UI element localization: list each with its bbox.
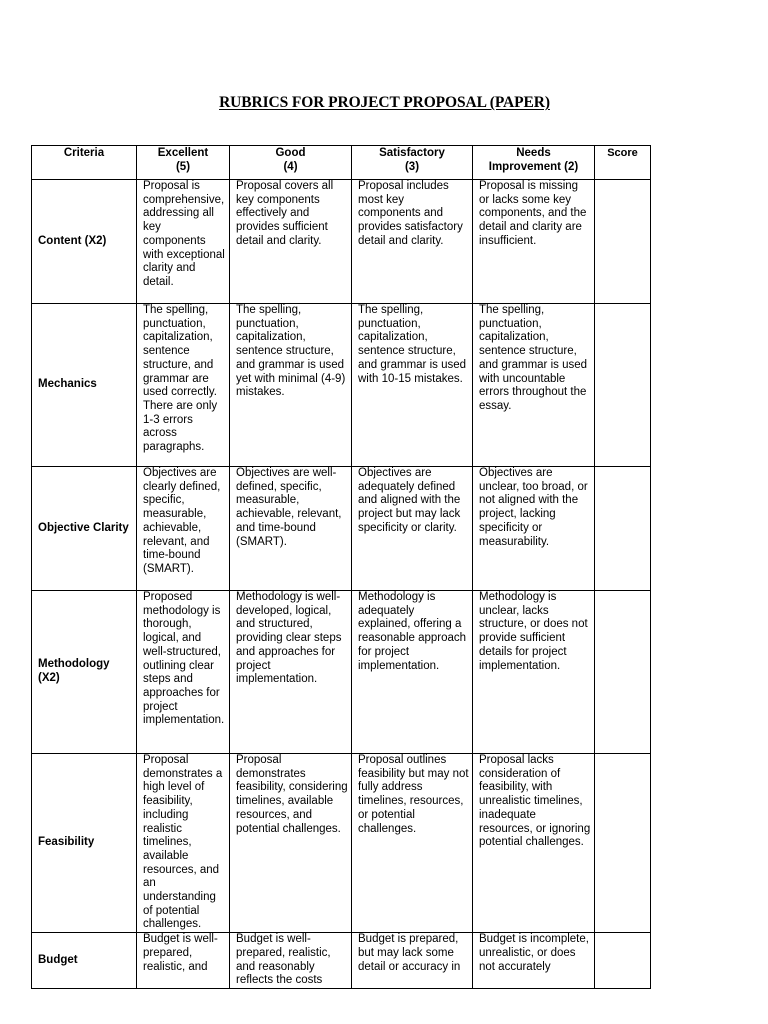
satisfactory-cell: Proposal includes most key components and provides satisfactory detail and clarity. [352,180,473,304]
table-row-methodology [32,591,651,754]
satisfactory-cell: Proposal outlines feasibility but may not fully address timelines, resources, or potential challenges. [352,754,473,933]
satisfactory-header [352,146,473,180]
excellent-header [137,146,230,180]
table-row-content [32,180,651,304]
criterion-cell: Mechanics [32,304,137,467]
score-cell [595,304,651,467]
good-cell: Budget is well-prepared, realistic, and reasonably reflects the costs [230,933,352,989]
satisfactory-header-points: (3) [404,160,420,173]
excellent-cell: The spelling, punctuation, capitalization, sentence structure, and grammar are used correctly. There are only 1-3 errors across paragraphs. [137,304,230,467]
needs-improvement-cell: Proposal is missing or lacks some key components, and the detail and clarity are insufficient. [473,180,595,304]
needs-improvement-cell: Objectives are unclear, too broad, or not aligned with the project, lacking specificity or measurability. [473,467,595,591]
excellent-cell: Budget is well-prepared, realistic, and [137,933,230,989]
satisfactory-cell: Objectives are adequately defined and aligned with the project but may lack specificity or clarity. [352,467,473,591]
good-cell: Methodology is well-developed, logical, and structured, providing clear steps and approaches for project implementation. [230,591,352,754]
score-cell [595,933,651,989]
needs-improvement-cell: Methodology is unclear, lacks structure, or does not provide sufficient details for project implementation. [473,591,595,754]
satisfactory-header-label: Satisfactory [379,147,445,159]
criterion-cell: Budget [32,933,137,989]
score-cell [595,591,651,754]
excellent-cell: Objectives are clearly defined, specific, measurable, achievable, relevant, and time-bound (SMART). [137,467,230,591]
needs-improvement-header-label: Needs [516,147,551,159]
score-cell [595,754,651,933]
criterion-cell: Content (X2) [32,180,137,304]
needs-improvement-header-points: Improvement (2) [488,160,579,173]
good-header [230,146,352,180]
document-title: RUBRICS FOR PROJECT PROPOSAL (PAPER) [219,94,550,111]
satisfactory-cell: Budget is prepared, but may lack some detail or accuracy in [352,933,473,989]
rubric-table [31,145,651,989]
needs-improvement-cell: Budget is incomplete, unrealistic, or does not accurately [473,933,595,989]
table-row-feasibility [32,754,651,933]
criteria-header-label: Criteria [63,147,105,159]
needs-improvement-cell: Proposal lacks consideration of feasibility, with unrealistic timelines, inadequate resources, or ignoring potential challenges. [473,754,595,933]
criterion-cell: Objective Clarity [32,467,137,591]
table-row-budget [32,933,651,989]
satisfactory-cell: The spelling, punctuation, capitalization, sentence structure, and grammar is used with 10-15 mistakes. [352,304,473,467]
score-header-label: Score [607,147,638,159]
good-header-points: (4) [283,160,298,173]
score-cell [595,467,651,591]
excellent-cell: Proposal is comprehensive, addressing all key components with exceptional clarity and detail. [137,180,230,304]
criterion-cell: Feasibility [32,754,137,933]
good-header-label: Good [275,147,306,159]
excellent-cell: Proposed methodology is thorough, logical, and well-structured, outlining clear steps and approaches for project implementation. [137,591,230,754]
excellent-header-label: Excellent [157,147,209,159]
good-cell: Proposal covers all key components effectively and provides sufficient detail and clarity. [230,180,352,304]
score-cell [595,180,651,304]
score-header [595,146,651,180]
needs-improvement-header [473,146,595,180]
needs-improvement-cell: The spelling, punctuation, capitalization, sentence structure, and grammar is used with uncountable errors throughout the essay. [473,304,595,467]
good-cell: Objectives are well-defined, specific, measurable, achievable, relevant, and time-bound (SMART). [230,467,352,591]
criterion-cell: Methodology (X2) [32,591,137,754]
excellent-header-points: (5) [175,160,191,173]
criteria-header [32,146,137,180]
excellent-cell: Proposal demonstrates a high level of feasibility, including realistic timelines, available resources, and an understanding of potential challenges. [137,754,230,933]
header-row [32,146,651,180]
good-cell: Proposal demonstrates feasibility, considering timelines, available resources, and potential challenges. [230,754,352,933]
table-row-objective-clarity [32,467,651,591]
good-cell: The spelling, punctuation, capitalization, sentence structure, and grammar is used yet with minimal (4-9) mistakes. [230,304,352,467]
satisfactory-cell: Methodology is adequately explained, offering a reasonable approach for project implementation. [352,591,473,754]
table-row-mechanics [32,304,651,467]
